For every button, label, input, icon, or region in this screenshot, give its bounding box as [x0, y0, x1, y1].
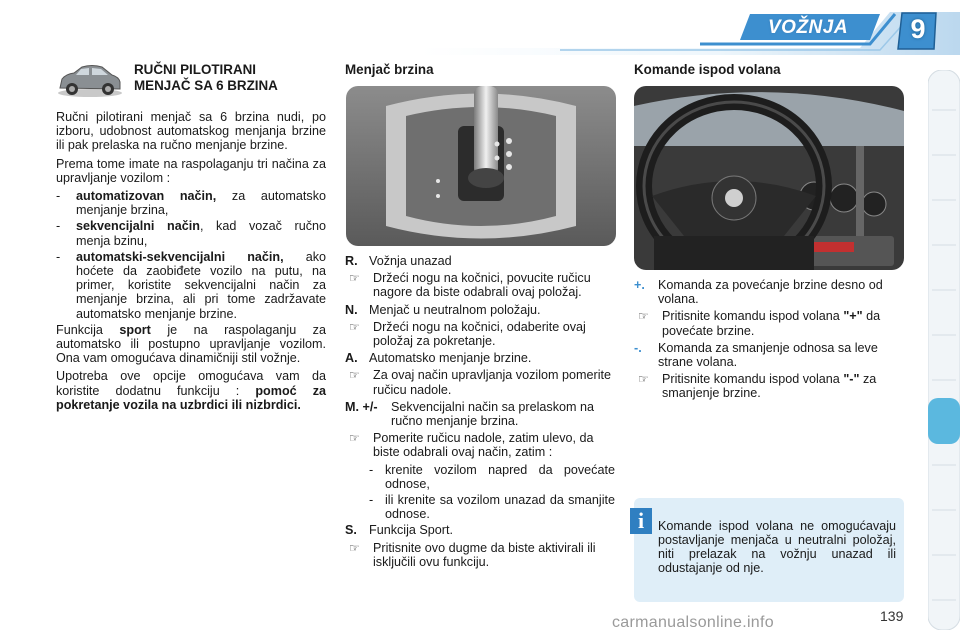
dash: -: [369, 493, 374, 508]
watermark: carmanualsonline.info: [612, 614, 774, 631]
instruction: [345, 368, 615, 396]
instruction-text: Pritisnite ovo dugme da biste aktivirali ili isključili ovu funkciju.: [373, 540, 596, 569]
text: je na raspolaganju za automatsko ili postupno upravljanje vozilom. Ona vam omogućava dinamičniji stil vožnje.: [56, 322, 326, 366]
chapter-number: 9: [910, 14, 926, 44]
middle-column: [345, 254, 615, 572]
hand-pointer-icon: ☞: [638, 372, 649, 387]
instruction: [345, 431, 615, 459]
gearbox-heading: [134, 62, 334, 94]
gear-desc: Menjač u neutralnom položaju.: [369, 302, 541, 317]
plus-control: [634, 278, 904, 306]
minus-symbol: "-": [843, 372, 860, 387]
hand-pointer-icon: ☞: [349, 368, 360, 383]
hand-pointer-icon: ☞: [349, 431, 360, 446]
gear-key: M. +/-: [345, 399, 378, 414]
instruction-text: Pomerite ručicu nadole, zatim ulevo, da biste odabrali ovaj način, zatim :: [373, 431, 594, 460]
instruction-text: Držeći nogu na kočnici, odaberite ovaj položaj za pokretanje.: [373, 319, 586, 349]
text: Funkcija: [56, 322, 120, 337]
right-column: [634, 278, 904, 404]
mode-item: [56, 189, 326, 217]
hand-pointer-icon: ☞: [349, 271, 360, 286]
gear-n: [345, 303, 615, 317]
minus-key: -.: [634, 340, 642, 355]
mode-name: automatizovan način,: [76, 189, 217, 204]
dash: -: [56, 189, 61, 204]
gear-a: [345, 351, 615, 365]
mode-item: [56, 250, 326, 321]
text: za smanjenje brzine.: [662, 372, 877, 401]
hand-pointer-icon: ☞: [638, 309, 649, 324]
sub-step-text: krenite vozilom napred da povećate odnose,: [385, 462, 615, 491]
instruction: [345, 271, 615, 299]
gear-s: [345, 523, 615, 537]
section-tabs: [928, 70, 960, 630]
steering-wheel-photo: [634, 86, 904, 270]
gear-key: A.: [345, 351, 358, 366]
mode-item: [56, 219, 326, 247]
sport-paragraph: [56, 323, 326, 366]
instruction-text: Držeći nogu na kočnici, povucite ručicu nagore da biste odabrali ovaj položaj.: [373, 271, 591, 300]
heading-line: RUČNI PILOTIRANI: [134, 62, 256, 77]
hand-pointer-icon: ☞: [349, 319, 360, 334]
gear-r: [345, 254, 615, 268]
mode-name: sekvencijalni način: [76, 219, 200, 234]
steering-controls-heading: Komande ispod volana: [634, 62, 781, 77]
plus-desc: Komanda za povećanje brzine desno od volana.: [658, 278, 883, 307]
plus-symbol: "+": [843, 309, 863, 324]
mode-desc: ako hoćete da zaobiđete vozilo na putu, na primer, koristite sekvencijalni način za menjanje brzina, ali pri tome zadržavate automatsko menjanje brzine.: [76, 249, 326, 321]
gear-selector-heading: Menjač brzina: [345, 62, 434, 77]
hand-pointer-icon: ☞: [349, 540, 360, 555]
instruction: [345, 541, 615, 569]
mode-desc: za automatsko menjanje brzina,: [76, 189, 327, 218]
dash: -: [369, 462, 374, 477]
gear-m: [345, 400, 615, 428]
dash: -: [56, 219, 61, 234]
page-number: 139: [880, 608, 904, 624]
text: Upotreba ove opcije omogućava vam da koristite dodatnu funkciju :: [56, 369, 326, 398]
left-column: [56, 110, 326, 416]
mode-desc: , kad vozač ručno menja bzinu,: [76, 219, 327, 248]
minus-control: [634, 341, 904, 369]
gear-key: N.: [345, 302, 358, 317]
intro-paragraph: Ručni pilotirani menjač sa 6 brzina nudi, po izboru, udobnost automatskog menjanja brzine ili pak prelaska na ručno menjanje brzine.: [56, 110, 326, 153]
dash: -: [56, 249, 61, 264]
gear-key: R.: [345, 254, 358, 268]
info-text: Komande ispod volana ne omogućavaju postavljanje menjača u neutralni položaj, niti prelazak na vožnju unazad ili odustajanje od nje.: [658, 519, 896, 575]
text: da povećate brzine.: [662, 309, 881, 338]
chapter-title: VOŽNJA: [768, 17, 849, 38]
gear-key: S.: [345, 523, 357, 538]
heading-line: MENJAČ SA 6 BRZINA: [134, 78, 278, 93]
plus-key: +.: [634, 278, 645, 292]
sport-term: sport: [119, 322, 151, 337]
hill-assist-paragraph: [56, 369, 326, 412]
text: Pritisnite komandu ispod volana: [662, 372, 844, 387]
gear-desc: Automatsko menjanje brzine.: [369, 351, 532, 366]
gear-desc: Funkcija Sport.: [369, 523, 453, 538]
sub-step: [369, 493, 615, 521]
instruction: [634, 372, 904, 400]
hill-assist-term: pomoć za pokretanje vozila na uzbrdici ili nizbrdici.: [56, 383, 326, 412]
info-icon: i: [630, 508, 652, 534]
gear-desc: Sekvencijalni način sa prelaskom na ručno menjanje brzina.: [391, 399, 595, 429]
text: Pritisnite komandu ispod volana: [662, 309, 844, 324]
instruction-text: Za ovaj način upravljanja vozilom pomerite ručicu nadole.: [373, 368, 611, 397]
sub-step-text: ili krenite sa vozilom unazad da smanjite odnose.: [385, 493, 615, 522]
car-icon: [56, 62, 124, 98]
modes-intro: Prema tome imate na raspolaganju tri načina za upravljanje vozilom :: [56, 156, 326, 185]
minus-desc: Komanda za smanjenje odnosa sa leve strane volana.: [658, 340, 878, 370]
gear-desc: Vožnja unazad: [369, 254, 452, 268]
instruction: [345, 320, 615, 348]
mode-name: automatski-sekvencijalni način,: [76, 249, 284, 264]
sub-step: [369, 463, 615, 491]
instruction: [634, 309, 904, 337]
gear-selector-photo: [346, 86, 616, 246]
